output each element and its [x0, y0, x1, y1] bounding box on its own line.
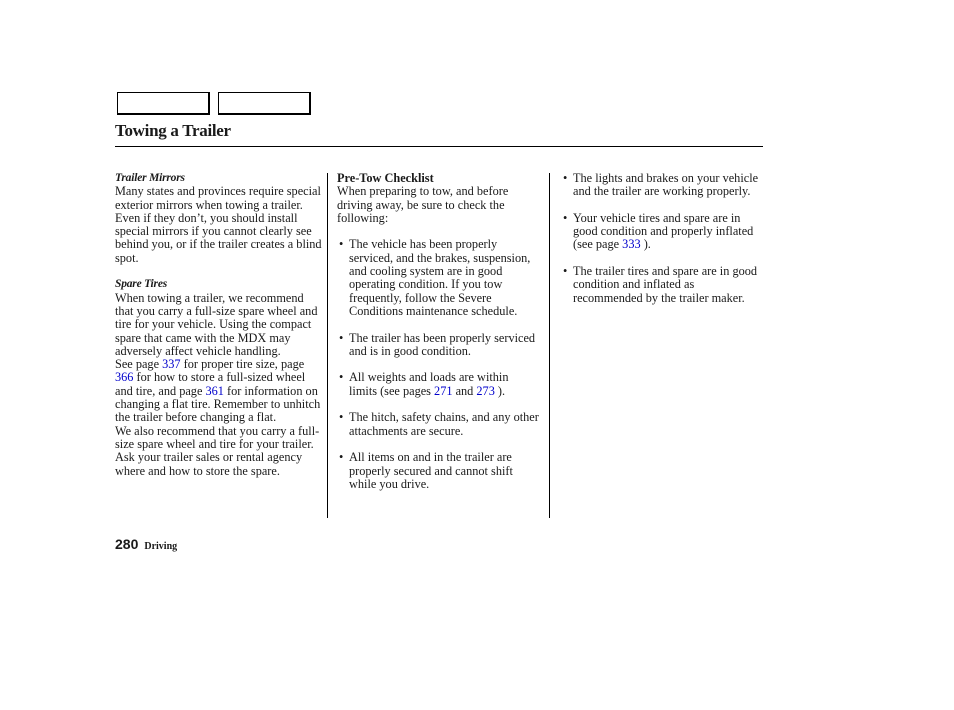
column-3	[561, 172, 763, 305]
page-link-337[interactable]: 337	[162, 357, 181, 372]
checklist-item: • The trailer has been properly serviced and is in good condition.	[337, 332, 539, 359]
checklist	[337, 238, 539, 491]
section-name: Driving	[144, 541, 178, 552]
title-divider	[115, 146, 763, 147]
spare-tires-text: When towing a trailer, we recommend that you carry a full-size spare wheel and tire for your vehicle. Using the compact spare that came with the MDX may adversely affect vehicle handling.	[115, 290, 318, 358]
page-title: Towing a Trailer	[115, 121, 231, 140]
pre-tow-checklist-heading: Pre-Tow Checklist	[337, 171, 434, 185]
previous-page-button[interactable]	[117, 92, 210, 115]
checklist-item: • The hitch, safety chains, and any other attachments are secure.	[337, 411, 539, 438]
page-link-333[interactable]: 333	[622, 237, 641, 252]
trailer-spare-text: We also recommend that you carry a full-size spare wheel and tire for your trailer. Ask your trailer sales or rental agency where and how to store the spare.	[115, 423, 320, 478]
page-number: 280	[115, 536, 139, 552]
next-page-button[interactable]	[218, 92, 311, 115]
column-divider-2	[549, 173, 550, 518]
checklist-item: • The lights and brakes on your vehicle and the trailer are working properly.	[561, 172, 763, 199]
page-link-361[interactable]: 361	[205, 383, 224, 398]
spare-tires-heading: Spare Tires	[115, 278, 167, 291]
page-link-271[interactable]: 271	[434, 383, 453, 398]
page-footer	[115, 536, 177, 554]
checklist-item: • Your vehicle tires and spare are in good condition and properly inflated (see page 333 ).	[561, 212, 763, 252]
trailer-mirrors-heading: Trailer Mirrors	[115, 172, 185, 184]
column-divider-1	[327, 173, 328, 518]
checklist-item: • All items on and in the trailer are properly secured and cannot shift while you drive.	[337, 451, 539, 491]
column-2	[337, 172, 539, 491]
checklist-item: • The trailer tires and spare are in good condition and inflated as recommended by the trailer maker.	[561, 265, 763, 305]
checklist-item: • All weights and loads are within limits (see pages 271 and 273 ).	[337, 371, 539, 398]
checklist-continued	[561, 172, 763, 305]
checklist-item: • The vehicle has been properly serviced, and the brakes, suspension, and cooling system are in good operating condition. If you tow frequently, follow the Severe Conditions maintenance schedule.	[337, 238, 539, 318]
trailer-mirrors-text: Many states and provinces require special exterior mirrors when towing a trailer. Even if they don’t, you should install special mirrors if you cannot clearly see behind you, or if the trailer creates a blind spot.	[115, 184, 322, 265]
column-1	[115, 172, 323, 478]
see-pages-text: See page 337 for proper tire size, page 366 for how to store a full-sized wheel and tire, and page 361 for information on changing a flat tire. Remember to unhitch the trailer before changing a flat.	[115, 357, 321, 425]
page-link-273[interactable]: 273	[476, 383, 495, 398]
page-link-366[interactable]: 366	[115, 370, 134, 385]
pre-tow-intro: When preparing to tow, and before driving away, be sure to check the following:	[337, 184, 509, 225]
